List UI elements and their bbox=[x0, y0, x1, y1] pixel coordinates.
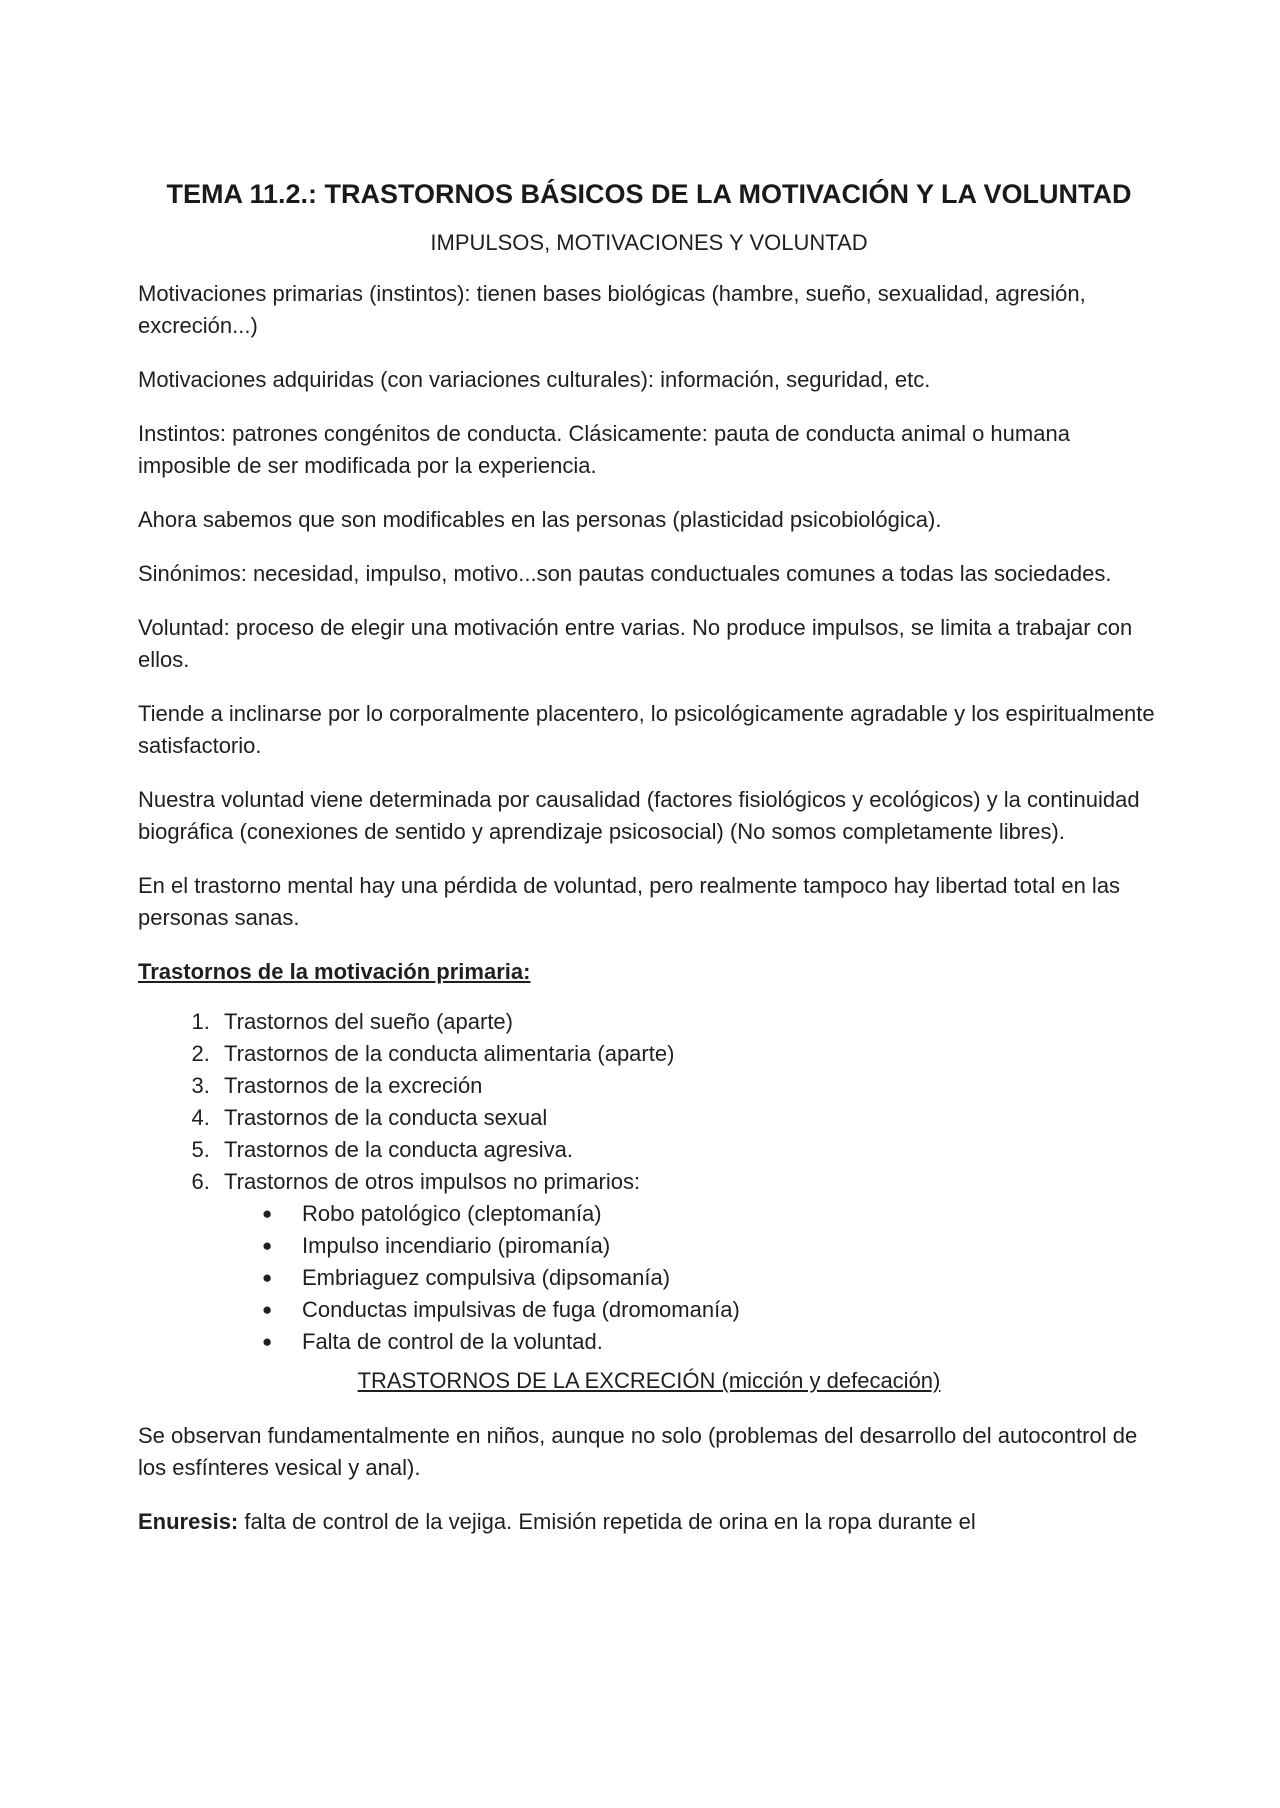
enuresis-term: Enuresis: bbox=[138, 1509, 239, 1534]
sublist-item: ● Embriaguez compulsiva (dipsomanía) bbox=[294, 1262, 1160, 1294]
paragraph-instincts: Instintos: patrones congénitos de conducta. Clásicamente: pauta de conducta animal o humana imposible de ser modificada por la experiencia. bbox=[138, 421, 1070, 478]
section-subtitle: IMPULSOS, MOTIVACIONES Y VOLUNTAD bbox=[430, 230, 868, 255]
paragraph-modifiable: Ahora sabemos que son modificables en las personas (plasticidad psicobiológica). bbox=[138, 507, 942, 532]
sublist-item: ● Robo patológico (cleptomanía) bbox=[294, 1198, 1160, 1230]
paragraph-synonyms: Sinónimos: necesidad, impulso, motivo...son pautas conductuales comunes a todas las sociedades. bbox=[138, 561, 1112, 586]
primary-disorders-list bbox=[138, 1006, 1160, 1358]
paragraph-mental-disorder: En el trastorno mental hay una pérdida de voluntad, pero realmente tampoco hay libertad total en las personas sanas. bbox=[138, 873, 1121, 930]
sublist-item: ● Conductas impulsivas de fuga (dromomanía) bbox=[294, 1294, 1160, 1326]
list-item: 4. Trastornos de la conducta sexual bbox=[216, 1102, 1160, 1134]
list-item: 5. Trastornos de la conducta agresiva. bbox=[216, 1134, 1160, 1166]
paragraph-enuresis bbox=[138, 1506, 1160, 1538]
paragraph-will: Voluntad: proceso de elegir una motivación entre varias. No produce impulsos, se limita a trabajar con ellos. bbox=[138, 615, 1133, 672]
other-impulses-sublist bbox=[224, 1198, 1160, 1358]
enuresis-definition: falta de control de la vejiga. Emisión repetida de orina en la ropa durante el bbox=[238, 1509, 976, 1534]
list-item: 2. Trastornos de la conducta alimentaria (aparte) bbox=[216, 1038, 1160, 1070]
paragraph-primary-motivations: Motivaciones primarias (instintos): tienen bases biológicas (hambre, sueño, sexualidad, agresión, excreción...) bbox=[138, 281, 1086, 338]
list-item: 1. Trastornos del sueño (aparte) bbox=[216, 1006, 1160, 1038]
list-item-other-impulses bbox=[216, 1166, 1160, 1358]
paragraph-excretion-intro: Se observan fundamentalmente en niños, aunque no solo (problemas del desarrollo del autocontrol de los esfínteres vesical y anal). bbox=[138, 1423, 1138, 1480]
excretion-heading: TRASTORNOS DE LA EXCRECIÓN (micción y defecación) bbox=[357, 1368, 941, 1393]
document-title: TEMA 11.2.: TRASTORNOS BÁSICOS DE LA MOTIVACIÓN Y LA VOLUNTAD bbox=[166, 179, 1132, 209]
list-item-label: Trastornos de otros impulsos no primarios: bbox=[224, 1169, 641, 1194]
list-item: 3. Trastornos de la excreción bbox=[216, 1070, 1160, 1102]
sublist-item: ● Impulso incendiario (piromanía) bbox=[294, 1230, 1160, 1262]
paragraph-determination: Nuestra voluntad viene determinada por causalidad (factores fisiológicos y ecológicos) y la continuidad biográfica (conexiones de sentido y aprendizaje psicosocial) (No somos completamente libres). bbox=[138, 787, 1140, 844]
paragraph-acquired-motivations: Motivaciones adquiridas (con variaciones culturales): información, seguridad, etc. bbox=[138, 367, 931, 392]
sublist-item: ● Falta de control de la voluntad. bbox=[294, 1326, 1160, 1358]
paragraph-inclination: Tiende a inclinarse por lo corporalmente placentero, lo psicológicamente agradable y los espiritualmente satisfactorio. bbox=[138, 701, 1155, 758]
primary-disorders-heading: Trastornos de la motivación primaria: bbox=[138, 959, 531, 984]
